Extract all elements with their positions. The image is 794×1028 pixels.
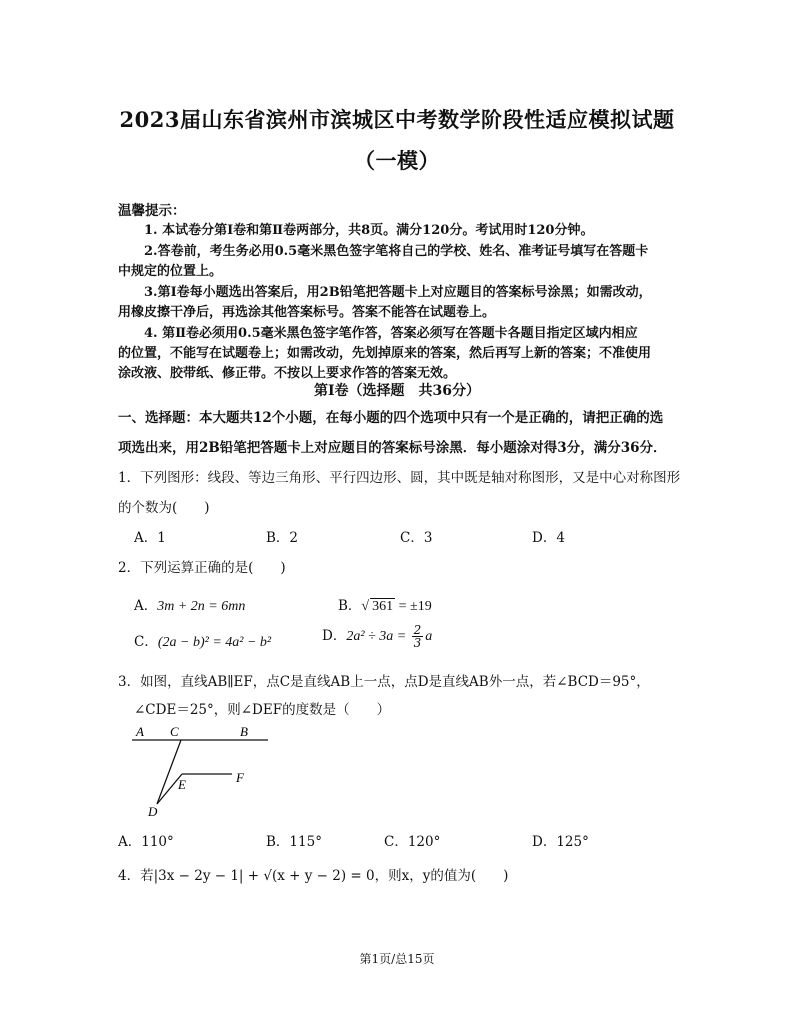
label-c: C <box>170 724 179 739</box>
q1-option-d: D．4 <box>532 530 565 546</box>
page-title: 2023届山东省滨州市滨城区中考数学阶段性适应模拟试题 <box>119 107 675 132</box>
label-f: F <box>236 770 244 785</box>
q2-option-c-expr: (2a − b)² = 4a² − b² <box>157 635 272 650</box>
q2-option-a-expr: 3m + 2n = 6mn <box>157 599 246 614</box>
tip-line-6: 4. 第Ⅱ卷必须用0.5毫米黑色签字笔作答，答案必须写在答题卡各题目指定区域内相应 <box>144 326 638 341</box>
q2-option-d-label: D． <box>322 628 347 644</box>
q2-option-d-var: a <box>425 629 433 644</box>
q2-option-d-expr: 2a² ÷ 3a = <box>346 629 410 644</box>
q2-option-b-label: B． <box>338 598 362 614</box>
segment-cd <box>157 740 181 804</box>
tips-heading: 温馨提示： <box>118 203 186 219</box>
section-title: 第Ⅰ卷（选择题 共36分） <box>313 383 481 399</box>
q2-stem: 2．下列运算正确的是( ) <box>118 560 286 576</box>
q4-stem: 4．若|3x − 2y − 1| + √(x + y − 2) = 0，则x，y的值为( ) <box>118 868 509 884</box>
q3-option-b: B．115° <box>266 834 322 850</box>
q2-option-c-label: C． <box>134 634 158 650</box>
q2-option-b-rest: = ±19 <box>395 599 432 614</box>
q1-option-c: C．3 <box>400 530 433 546</box>
label-e: E <box>178 777 186 792</box>
q3-option-d: D．125° <box>532 834 589 850</box>
section-instructions-2: 项选出来，用2B铅笔把答题卡上对应题目的答案标号涂黑．每小题涂对得3分，满分36分． <box>118 440 667 456</box>
q2-option-b-radicand: 361 <box>372 599 394 614</box>
q3-stem-1: 3．如图，直线AB∥EF，点C是直线AB上一点，点D是直线AB外一点，若∠BCD＝95°， <box>118 674 650 690</box>
q1-option-a: A．1 <box>134 530 166 546</box>
q2-option-d <box>322 624 432 649</box>
label-b: B <box>240 724 248 739</box>
tip-line-7: 的位置，不能写在试题卷上；如需改动，先划掉原来的答案，然后再写上新的答案；不准使用 <box>118 346 652 361</box>
tip-line-5: 用橡皮擦干净后，再选涂其他答案标号。答案不能答在试题卷上。 <box>118 305 496 320</box>
q2-option-a-label: A． <box>134 598 158 614</box>
q3-stem-2: ∠CDE＝25°，则∠DEF的度数是（ ） <box>134 702 391 718</box>
page-subtitle: （一模） <box>354 148 440 173</box>
q2-option-c <box>134 630 271 651</box>
tip-line-2: 2.答卷前，考生务必用0.5毫米黑色签字笔将自己的学校、姓名、准考证号填写在答题卡 <box>144 244 649 259</box>
tip-line-3: 中规定的位置上。 <box>118 264 223 279</box>
label-a: A <box>136 724 144 739</box>
page-footer: 第1页/总15页 <box>359 952 435 966</box>
q1-stem-2: 的个数为( ) <box>118 500 210 516</box>
q2-option-a <box>134 594 245 615</box>
tip-line-4: 3.第Ⅰ卷每小题选出答案后，用2B铅笔把答题卡上对应题目的答案标号涂黑；如需改动， <box>144 285 652 300</box>
q3-option-c: C．120° <box>384 834 441 850</box>
q1-stem-1: 1．下列图形：线段、等边三角形、平行四边形、圆，其中既是轴对称图形，又是中心对称图形 <box>118 470 681 486</box>
q2-option-d-fraction: $\frac{2}{3}$ <box>413 623 422 650</box>
q2-option-b: B．√ 361 = ±19 <box>338 598 432 614</box>
q3-figure <box>124 722 274 822</box>
tip-line-8: 涂改液、胶带纸、修正带。不按以上要求作答的答案无效。 <box>118 366 457 381</box>
label-d: D <box>148 804 158 819</box>
q1-option-b: B．2 <box>266 530 299 546</box>
section-instructions-1: 一、选择题：本大题共12个小题，在每小题的四个选项中只有一个是正确的，请把正确的选 <box>118 410 664 426</box>
q3-option-a: A．110° <box>118 834 174 850</box>
tip-line-1: 1. 本试卷分第Ⅰ卷和第Ⅱ卷两部分，共8页。满分120分。考试用时120分钟。 <box>144 223 594 238</box>
